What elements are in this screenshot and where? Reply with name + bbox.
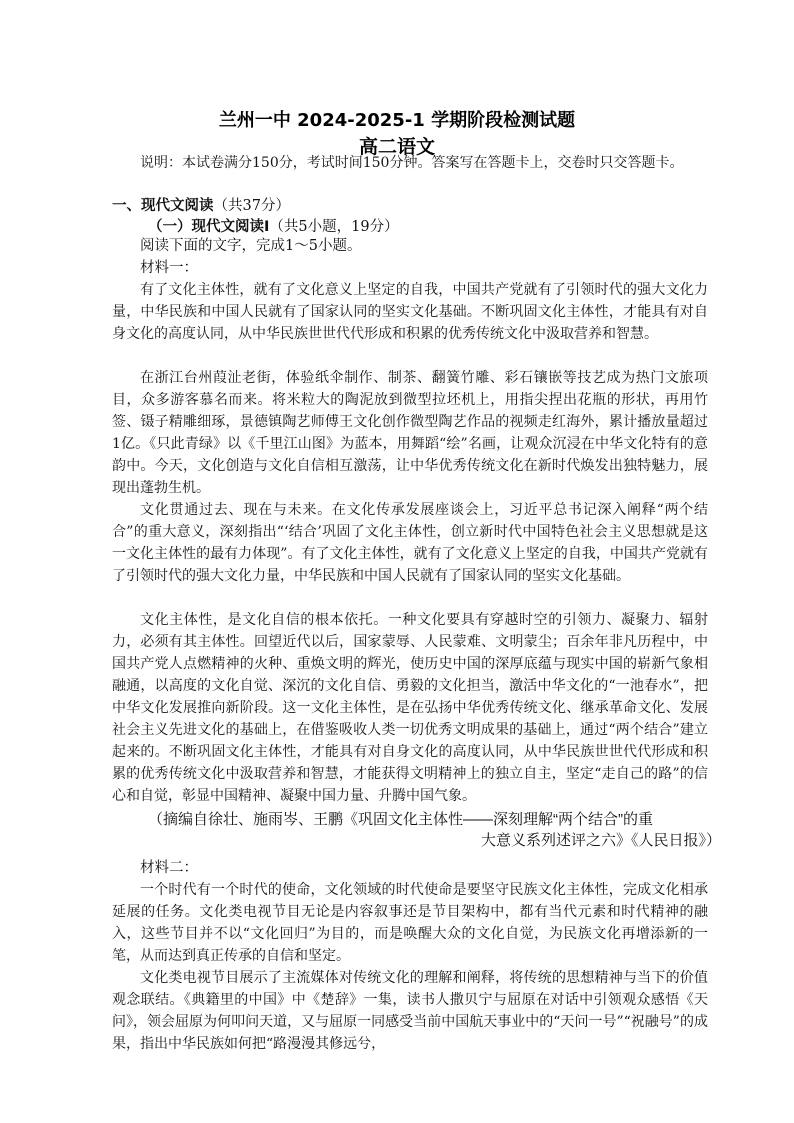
material2-label: 材料二： [140,860,198,876]
material1-paragraph-1: 有了文化主体性，就有了文化意义上坚定的自我，中国共产党就有了引领时代的强大文化力量，中华民族和中国人民就有了国家认同的坚实文化基础。不断巩固文化主体性，才能具有对自身文化的高度认同，从中华民族世世代代形成和积累的优秀传统文化中汲取营养和智慧。 [112,282,708,342]
section-title: 一、现代文阅读 [112,198,214,214]
material1-paragraph-4: 文化主体性，是文化自信的根本依托。一种文化要具有穿越时空的引领力、凝聚力、辐射力，必须有其主体性。回望近代以后，国家蒙辱、人民蒙难、文明蒙尘；百余年非凡历程中，中国共产党人点燃精神的火种、重焕文明的辉光，使历史中国的深厚底蕴与现实中国的崭新气象相融通，以高度的文化自觉、深沉的文化自信、勇毅的文化担当，激活中华文化的“一池春水”，把中华文化发展推向新阶段。这一文化主体性，是在弘扬中华优秀传统文化、继承革命文化、发展社会主义先进文化的基础上，在借鉴吸收人类一切优秀文明成果的基础上，通过“两个结合”建立起来的。不断巩固文化主体性，才能具有对自身文化的高度认同，从中华民族世世代代形成和积累的优秀传统文化中汲取营养和智慧，才能获得文明精神上的独立自主，坚定“走自己的路”的信心和自觉，彰显中国精神、凝聚中国力量、升腾中国气象。 [112,612,708,804]
material1-citation [112,809,721,851]
section-heading [112,194,290,215]
exam-title: 兰州一中 2024-2025-1 学期阶段检测试题 [218,110,576,131]
material2-paragraph-1: 一个时代有一个时代的使命，文化领域的时代使命是要坚守民族文化主体性，完成文化相承延展的任务。文化类电视节目无论是内容叙事还是节目架构中，都有当代元素和时代精神的融入，这些节目并不以“文化回归”为目的，而是唤醒大众的文化自觉，为民族文化再增添新的一笔，从而达到真正传承的自信和坚定。 [112,882,708,964]
material1-label: 材料一： [140,260,198,276]
citation-line-1: （摘编自徐壮、施雨岑、王鹏《巩固文化主体性——深刻理解“两个结合”的重 [148,811,653,828]
instructions-note: 说明：本试卷满分150分，考试时间150分钟。答案写在答题卡上，交卷时只交答题卡。 [140,155,684,171]
subsection-title: （一）现代文阅读Ⅰ [148,219,270,235]
material1-paragraph-2: 在浙江台州葭沚老街，体验纸伞制作、制茶、翻簧竹雕、彩石镶嵌等技艺成为热门文旅项目，众多游客慕名而来。将米粒大的陶泥放到微型拉坯机上，用指尖捏出花瓶的形状，再用竹签、镊子精雕细琢，景德镇陶艺师傅王文化创作微型陶艺作品的视频走红海外，累计播放量超过1亿。《只此青绿》以《千里江山图》为蓝本，用舞蹈“绘”名画，让观众沉浸在中华文化特有的意韵中。今天，文化创造与文化自信相互激荡，让中华优秀传统文化在新时代焕发出独特魅力，展现出蓬勃生机。 [112,370,708,496]
section-score: （共37分） [213,198,290,214]
subsection-score: （共5小题，19分） [269,219,399,235]
material2-paragraph-2: 文化类电视节目展示了主流媒体对传统文化的理解和阐释，将传统的思想精神与当下的价值观念联结。《典籍里的中国》中《楚辞》一集，读书人撒贝宁与屈原在对话中引领观众感悟《天问》，领会屈原为何叩问天道，又与屈原一同感受当前中国航天事业中的“天问一号”“祝融号”的成果，指出中华民族如何把“路漫漫其修远兮， [112,970,708,1052]
material1-paragraph-3: 文化贯通过去、现在与未来。在文化传承发展座谈会上，习近平总书记深入阐释“两个结合”的重大意义，深刻指出“‘结合’巩固了文化主体性，创立新时代中国特色社会主义思想就是这一文化主体性的最有力体现”。有了文化主体性，就有了文化意义上坚定的自我，中国共产党就有了引领时代的强大文化力量，中华民族和中国人民就有了国家认同的坚实文化基础。 [112,502,708,584]
subsection-heading [148,215,399,236]
exam-subtitle: 高二语文 [358,136,435,158]
citation-line-2: 大意义系列述评之六》《人民日报》） [480,832,721,849]
reading-prompt: 阅读下面的文字，完成1～5小题。 [140,238,362,254]
